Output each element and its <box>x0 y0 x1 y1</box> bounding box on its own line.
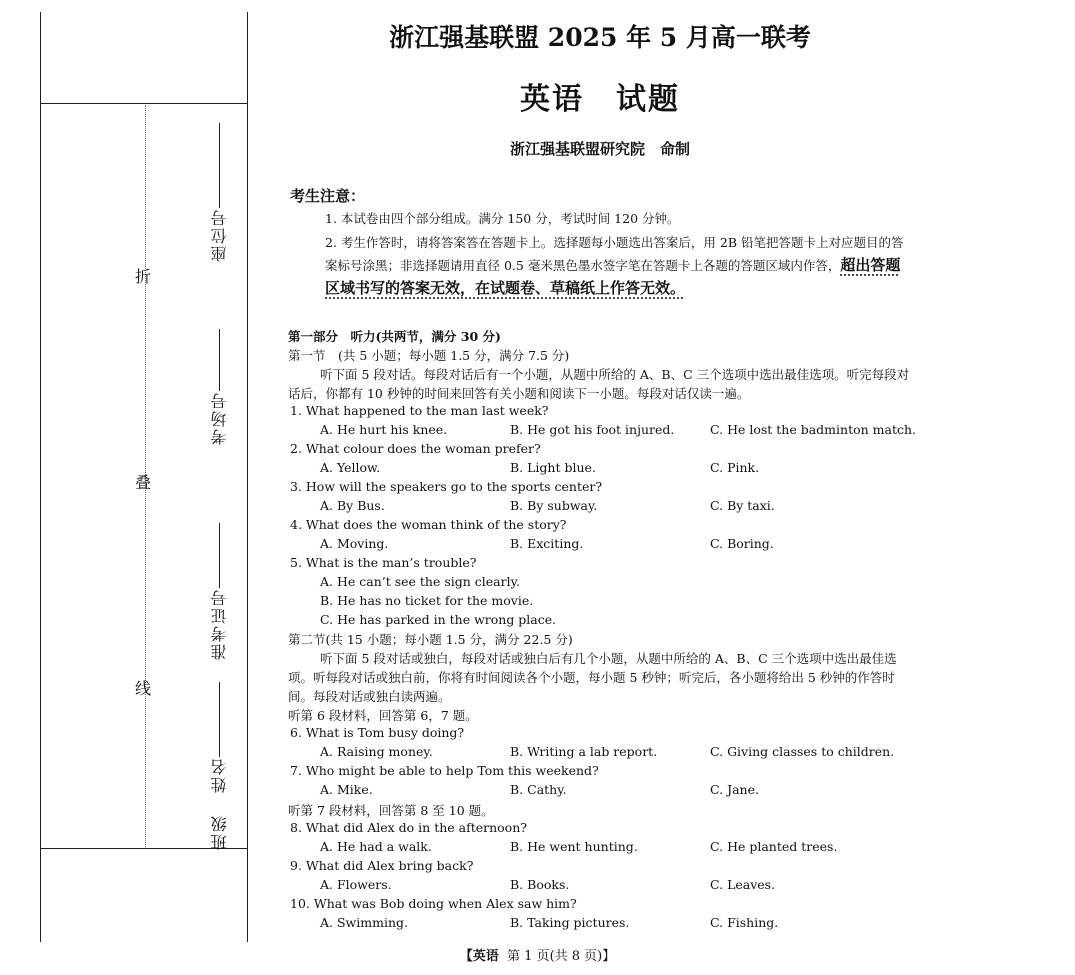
q10-option-a: A. Swimming. <box>320 915 408 930</box>
q9-option-c: C. Leaves. <box>710 877 776 892</box>
notice-item-1: 1. 本试卷由四个部分组成。满分 150 分，考试时间 120 分钟。 <box>325 211 680 226</box>
q5-option-a: A. He can’t see the sign clearly. <box>320 574 520 589</box>
question-3: 3. How will the speakers go to the sports center? <box>290 479 603 494</box>
binding-margin <box>0 0 250 945</box>
q10-option-b: B. Taking pictures. <box>510 915 630 930</box>
name-line <box>220 682 221 757</box>
q1-option-c: C. He lost the badminton match. <box>710 422 916 437</box>
q1-option-b: B. He got his foot injured. <box>510 422 675 437</box>
q8-option-b: B. He went hunting. <box>510 839 638 854</box>
notice-item-2-bold: 超出答题区域书写的答案无效，在试题卷、草稿纸上作答无效。 <box>325 256 901 297</box>
seat-number-label: 座位号 <box>210 208 229 262</box>
q7-option-b: B. Cathy. <box>510 782 567 797</box>
question-10: 10. What was Bob doing when Alex saw him? <box>290 896 577 911</box>
class-label: 班级 <box>210 814 229 850</box>
q10-option-c: C. Fishing. <box>710 915 779 930</box>
seat-number-field[interactable] <box>208 122 231 262</box>
q7-option-a: A. Mike. <box>320 782 373 797</box>
notice-title: 考生注意： <box>290 187 366 205</box>
q2-option-a: A. Yellow. <box>320 460 381 475</box>
question-8: 8. What did Alex do in the afternoon? <box>290 820 527 835</box>
fold-char-3: 线 <box>135 679 152 698</box>
q2-option-c: C. Pink. <box>710 460 760 475</box>
page-footer <box>0 945 1075 964</box>
admission-number-line <box>220 523 221 588</box>
footer-subject: 【英语 <box>459 949 499 964</box>
question-6: 6. What is Tom busy doing? <box>290 725 465 740</box>
name-field[interactable] <box>208 673 231 793</box>
q6-option-b: B. Writing a lab report. <box>510 744 658 759</box>
fold-char-2: 叠 <box>135 473 152 492</box>
q6-option-a: A. Raising money. <box>320 744 433 759</box>
q4-option-c: C. Boring. <box>710 536 774 551</box>
section2-title: 第二节(共 15 小题；每小题 1.5 分，满分 22.5 分) <box>288 632 573 647</box>
room-number-label: 考场号 <box>210 391 229 445</box>
q1-option-a: A. He hurt his knee. <box>320 422 448 437</box>
part1-title: 第一部分 听力(共两节，满分 30 分) <box>288 329 501 344</box>
margin-top-divider <box>40 103 248 104</box>
name-label: 姓名 <box>210 757 229 793</box>
maker-line: 浙江强基联盟研究院 命制 <box>509 140 690 158</box>
q3-option-b: B. By subway. <box>510 498 598 513</box>
section1-instructions: 听下面 5 段对话。每段对话后有一个小题，从题中所给的 A、B、C 三个选项中选出最佳选项。听完每段对话后，你都有 10 秒钟的时间来回答有关小题和阅读下一小题。每段对话仅读一遍。 <box>288 367 910 401</box>
q6-option-c: C. Giving classes to children. <box>710 744 895 759</box>
notice-item-2 <box>325 231 915 300</box>
q2-option-b: B. Light blue. <box>510 460 596 475</box>
class-field[interactable] <box>208 800 231 850</box>
footer-page: 第 1 页(共 8 页)】 <box>507 949 616 964</box>
q4-option-b: B. Exciting. <box>510 536 584 551</box>
subject-title: 英语 试题 <box>520 82 680 117</box>
q3-option-a: A. By Bus. <box>320 498 385 513</box>
q3-option-c: C. By taxi. <box>710 498 775 513</box>
question-7: 7. Who might be able to help Tom this weekend? <box>290 763 599 778</box>
admission-number-field[interactable] <box>208 520 231 660</box>
question-4: 4. What does the woman think of the story? <box>290 517 567 532</box>
material-6-heading: 听第 6 段材料，回答第 6，7 题。 <box>288 708 478 723</box>
question-9: 9. What did Alex bring back? <box>290 858 474 873</box>
q7-option-c: C. Jane. <box>710 782 759 797</box>
question-2: 2. What colour does the woman prefer? <box>290 441 541 456</box>
section1-title: 第一节 (共 5 小题；每小题 1.5 分，满分 7.5 分) <box>288 348 570 363</box>
margin-outer-line <box>40 12 41 942</box>
exam-title: 浙江强基联盟 2025 年 5 月高一联考 <box>389 23 811 52</box>
section2-instructions: 听下面 5 段对话或独白，每段对话或独白后有几个小题，从题中所给的 A、B、C 三个选项中选出最佳选项。听每段对话或独白前，你将有时间阅读各个小题，每小题 5 秒钟；听完后，各小题将给出 5 秒钟的作答时间。每段对话或独白读两遍。 <box>288 651 897 704</box>
q4-option-a: A. Moving. <box>320 536 389 551</box>
room-number-line <box>220 329 221 391</box>
q9-option-b: B. Books. <box>510 877 570 892</box>
margin-inner-line <box>247 12 248 942</box>
seat-number-line <box>220 123 221 208</box>
q8-option-a: A. He had a walk. <box>320 839 432 854</box>
q8-option-c: C. He planted trees. <box>710 839 838 854</box>
fold-char-1: 折 <box>135 267 152 286</box>
question-5: 5. What is the man’s trouble? <box>290 555 477 570</box>
q9-option-a: A. Flowers. <box>320 877 392 892</box>
room-number-field[interactable] <box>208 325 231 445</box>
notice-item-2-text: 2. 考生作答时，请将答案答在答题卡上。选择题每小题选出答案后，用 2B 铅笔把答题卡上对应题目的答案标号涂黑；非选择题请用直径 0.5 毫米黑色墨水签字笔在答题卡上各题的答题区域内作答， <box>325 235 904 273</box>
q5-option-b: B. He has no ticket for the movie. <box>320 593 534 608</box>
q5-option-c: C. He has parked in the wrong place. <box>320 612 557 627</box>
material-7-heading: 听第 7 段材料，回答第 8 至 10 题。 <box>288 803 494 818</box>
admission-number-label: 准考证号 <box>210 588 229 660</box>
question-1: 1. What happened to the man last week? <box>290 403 549 418</box>
